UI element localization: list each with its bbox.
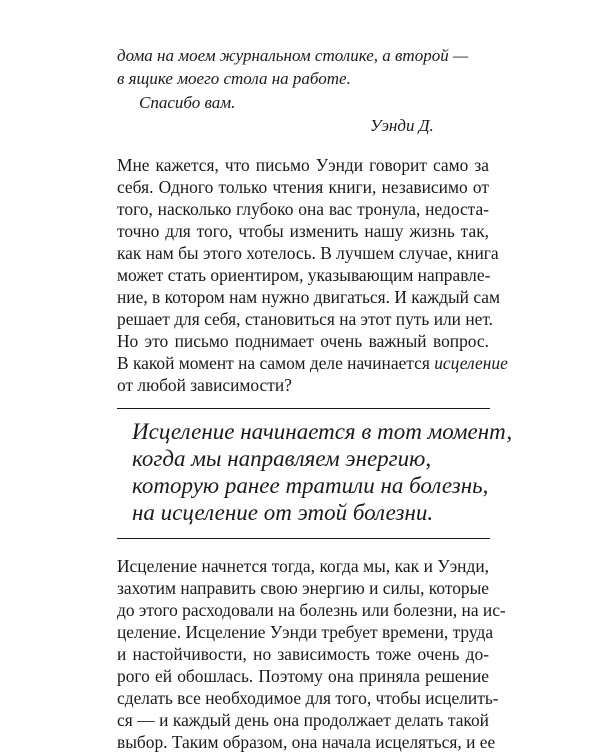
pullquote-line: на исцеление от этой болезни. bbox=[132, 500, 434, 525]
paragraph-line: сделать все необходимое для того, чтобы исцелить- bbox=[117, 688, 499, 708]
letter-line: дома на моем журнальном столике, а второй — bbox=[117, 46, 469, 65]
paragraph-line: от любой зависимости? bbox=[117, 375, 292, 395]
paragraph-line: Но это письмо поднимает очень важный вопрос. bbox=[117, 331, 489, 351]
paragraph-line: до этого расходовали на болезнь или болезни, на ис- bbox=[117, 600, 506, 620]
pullquote-line: когда мы направляем энергию, bbox=[132, 446, 432, 471]
paragraph-line: и настойчивости, но зависимость тоже очень до- bbox=[117, 644, 489, 664]
letter-signature: Уэнди Д. bbox=[370, 116, 434, 135]
paragraph-line: Исцеление начнется тогда, когда мы, как и Уэнди, bbox=[117, 556, 489, 576]
paragraph-line: может стать ориентиром, указывающим направле- bbox=[117, 265, 491, 285]
paragraph-line: точно для того, чтобы изменить нашу жизнь так, bbox=[117, 221, 489, 241]
paragraph-line: того, насколько глубоко она вас тронула, недоста- bbox=[117, 199, 489, 219]
paragraph-line bbox=[117, 353, 508, 374]
pullquote-top-rule bbox=[117, 408, 490, 409]
pullquote-line: Исцеление начинается в тот момент, bbox=[132, 419, 513, 444]
pullquote-line: которую ранее тратили на болезнь, bbox=[132, 473, 489, 498]
paragraph-line: ние, в котором нам нужно двигаться. И каждый сам bbox=[117, 287, 500, 307]
paragraph-line: целение. Исцеление Уэнди требует времени, труда bbox=[117, 622, 494, 642]
paragraph-line: захотим направить свою энергию и силы, которые bbox=[117, 578, 490, 598]
paragraph-text: В какой момент на самом деле начинается bbox=[117, 353, 435, 373]
letter-closing: Спасибо вам. bbox=[139, 93, 236, 112]
paragraph-line: себя. Одного только чтения книги, независимо от bbox=[117, 177, 489, 197]
paragraph-line: решает для себя, становиться на этот путь или нет. bbox=[117, 309, 493, 329]
pullquote-bottom-rule bbox=[117, 538, 490, 539]
emphasis-word: исцеление bbox=[434, 353, 508, 373]
paragraph-line: рого ей обошлась. Поэтому она приняла решение bbox=[117, 666, 489, 686]
paragraph-line: как нам бы этого хотелось. В лучшем случае, книга bbox=[117, 243, 499, 263]
paragraph-line: выбор. Таким образом, она начала исцеляться, и ее bbox=[117, 732, 496, 752]
letter-line: в ящике моего стола на работе. bbox=[117, 69, 351, 88]
paragraph-line: ся — и каждый день она продолжает делать такой bbox=[117, 710, 489, 730]
paragraph-line: Мне кажется, что письмо Уэнди говорит само за bbox=[117, 155, 489, 175]
